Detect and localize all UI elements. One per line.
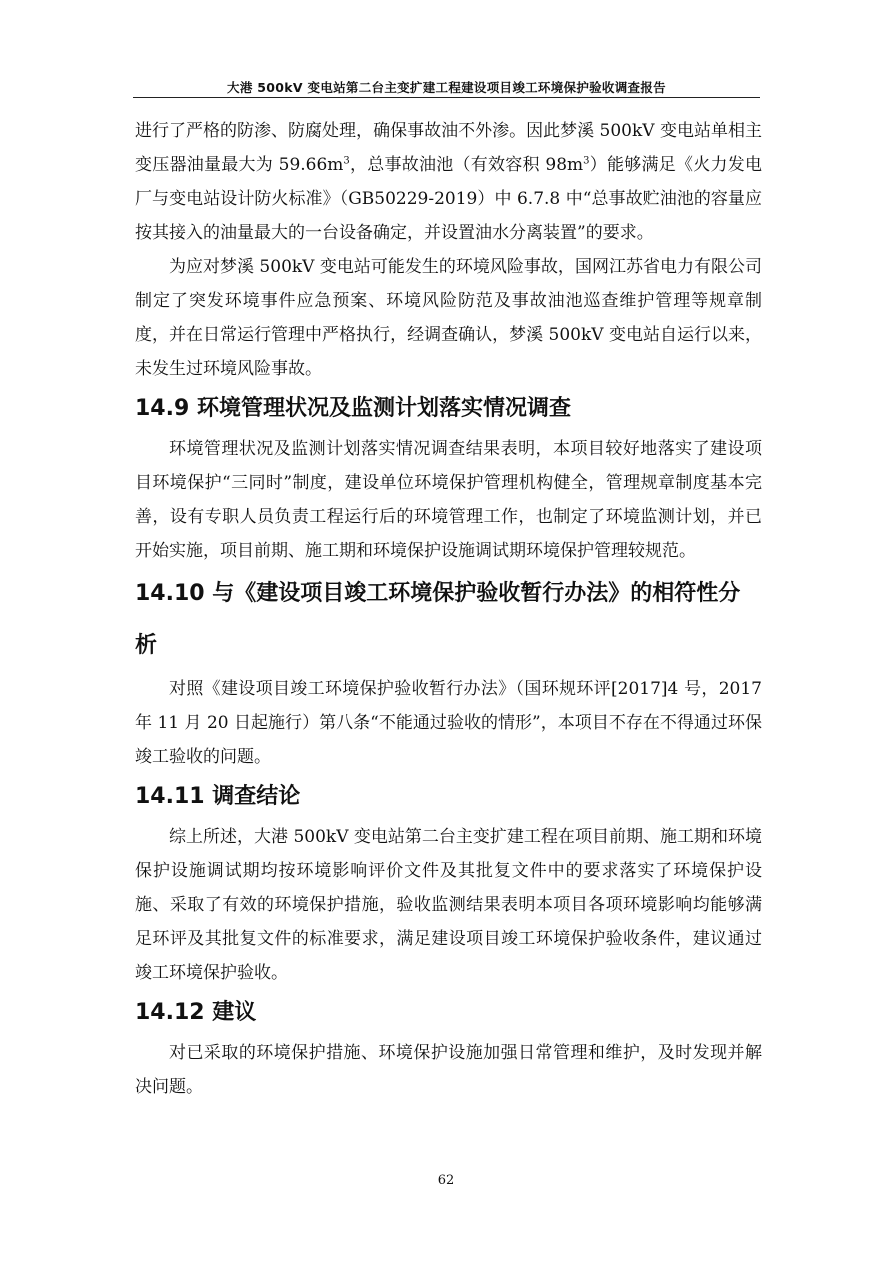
paragraph-14-9: 环境管理状况及监测计划落实情况调查结果表明，本项目较好地落实了建设项目环境保护“三同时”制度，建设单位环境保护管理机构健全，管理规章制度基本完善，设有专职人员负责工程运行后的环境管理工作，也制定了环境监测计划，并已开始实施，项目前期、施工期和环境保护设施调试期环境保护管理较规范。	[135, 439, 762, 561]
paragraph-oil-pool-part-c: ）能够满足《火力发电厂与变电站设计防火标准》（GB50229-2019）中 6.7.8 中“总事故贮油池的容量应按其接入的油量最大的一台设备确定，并设置油水分离装置”的要求。	[135, 155, 763, 243]
page-body	[135, 114, 762, 1104]
paragraph-risk-management: 为应对梦溪 500kV 变电站可能发生的环境风险事故，国网江苏省电力有限公司制定了突发环境事件应急预案、环境风险防范及事故油池巡查维护管理等规章制度，并在日常运行管理中严格执行，经调查确认，梦溪 500kV 变电站自运行以来，未发生过环境风险事故。	[135, 257, 762, 379]
paragraph-oil-pool-part-a: 进行了严格的防渗、防腐处理，确保事故油不外渗。因此梦溪 500kV 变电站单相主变压器油量最大为 59.66m	[135, 121, 762, 175]
superscript-3: 3	[343, 155, 350, 167]
heading-14-12: 14.12 建议	[135, 1000, 257, 1025]
heading-14-9: 14.9 环境管理状况及监测计划落实情况调查	[135, 396, 571, 421]
paragraph-14-10: 对照《建设项目竣工环境保护验收暂行办法》（国环规环评[2017]4 号，2017 年 11 月 20 日起施行）第八条“不能通过验收的情形”，本项目不存在不得通过环保竣工验收的问题。	[135, 679, 762, 767]
paragraph-oil-pool-part-b: ，总事故油池（有效容积 98m	[349, 155, 584, 175]
paragraph-oil-pool	[135, 114, 762, 250]
header-rule	[133, 97, 760, 98]
page-number: 62	[437, 1173, 455, 1188]
superscript-3: 3	[583, 155, 590, 167]
paragraph-14-12: 对已采取的环境保护措施、环境保护设施加强日常管理和维护，及时发现并解决问题。	[135, 1043, 762, 1097]
paragraph-14-11: 综上所述，大港 500kV 变电站第二台主变扩建工程在项目前期、施工期和环境保护设施调试期均按环境影响评价文件及其批复文件中的要求落实了环境保护设施、采取了有效的环境保护措施，验收监测结果表明本项目各项环境影响均能够满足环评及其批复文件的标准要求，满足建设项目竣工环境保护验收条件，建议通过竣工环境保护验收。	[135, 827, 762, 983]
heading-14-11: 14.11 调查结论	[135, 784, 301, 809]
running-header: 大港 500kV 变电站第二台主变扩建工程建设项目竣工环境保护验收调查报告	[227, 80, 666, 95]
heading-14-10: 14.10 与《建设项目竣工环境保护验收暂行办法》的相符性分析	[135, 581, 741, 658]
